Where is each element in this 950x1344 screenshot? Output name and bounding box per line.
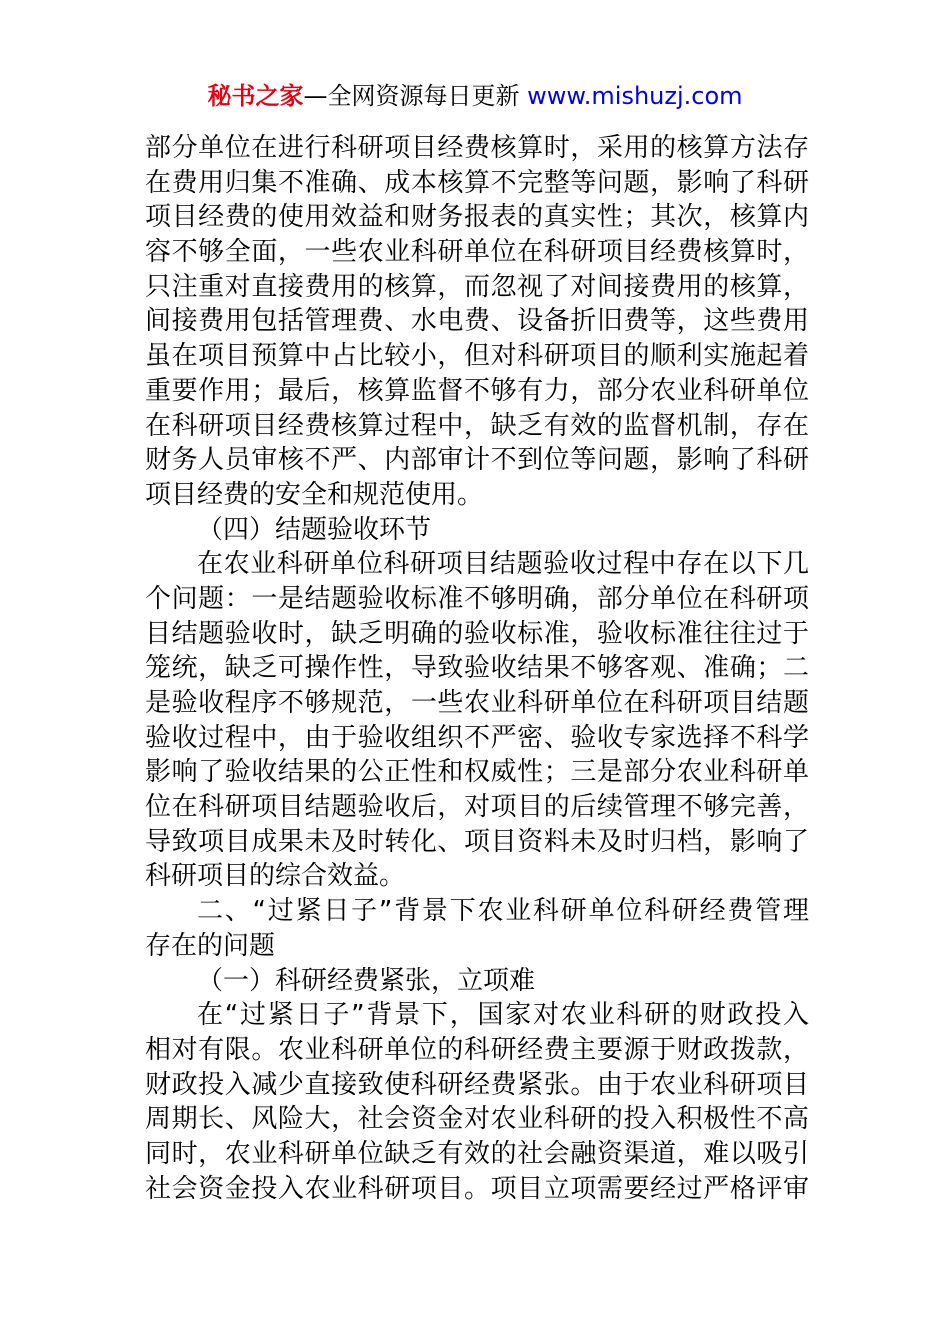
chapter-heading-continued: 存在的问题 xyxy=(145,930,276,961)
section-heading: （一）科研经费紧张，立项难 xyxy=(197,965,536,996)
text-line: 容不够全面，一些农业科研单位在科研项目经费核算时， xyxy=(145,237,809,268)
text-line: 在科研项目经费核算过程中，缺乏有效的监督机制，存在 xyxy=(145,410,809,441)
text-line: 位在科研项目结题验收后，对项目的后续管理不够完善， xyxy=(145,792,809,823)
document-body xyxy=(145,131,809,1206)
text-line: 只注重对直接费用的核算，而忽视了对间接费用的核算， xyxy=(145,271,809,302)
text-line: 相对有限。农业科研单位的科研经费主要源于财政拨款， xyxy=(145,1034,809,1065)
text-line: 虽在项目预算中占比较小，但对科研项目的顺利实施起着 xyxy=(145,341,809,372)
section-heading: （四）结题验收环节 xyxy=(197,514,432,545)
text-line: 验收过程中，由于验收组织不严密、验收专家选择不科学 xyxy=(145,722,809,753)
text-line: 项目经费的使用效益和财务报表的真实性；其次，核算内 xyxy=(145,202,809,233)
text-line: 科研项目的综合效益。 xyxy=(145,861,406,892)
text-line: 社会资金投入农业科研项目。项目立项需要经过严格评审 xyxy=(145,1173,809,1204)
text-line: 在费用归集不准确、成本核算不完整等问题，影响了科研 xyxy=(145,167,809,198)
text-line: 影响了验收结果的公正性和权威性；三是部分农业科研单 xyxy=(145,757,809,788)
text-line: 目结题验收时，缺乏明确的验收标准，验收标准往往过于 xyxy=(145,618,809,649)
text-line: 间接费用包括管理费、水电费、设备折旧费等，这些费用 xyxy=(145,306,809,337)
text-line: 是验收程序不够规范，一些农业科研单位在科研项目结题 xyxy=(145,688,809,718)
text-line: 部分单位在进行科研项目经费核算时，采用的核算方法存 xyxy=(145,133,809,163)
text-line: 同时，农业科研单位缺乏有效的社会融资渠道，难以吸引 xyxy=(145,1138,809,1169)
site-header xyxy=(0,80,950,112)
text-line: 导致项目成果未及时转化、项目资料未及时归档，影响了 xyxy=(145,826,809,857)
text-line: 项目经费的安全和规范使用。 xyxy=(145,479,484,510)
text-line: 在“过紧日子”背景下，国家对农业科研的财政投入 xyxy=(197,1000,809,1031)
site-url-link[interactable]: www.mishuzj.com xyxy=(527,82,743,110)
text-line: 重要作用；最后，核算监督不够有力，部分农业科研单位 xyxy=(145,375,809,406)
text-line: 财政投入减少直接致使科研经费紧张。由于农业科研项目 xyxy=(145,1069,809,1100)
brand-name: 秘书之家 xyxy=(207,82,304,110)
text-line: 周期长、风险大，社会资金对农业科研的投入积极性不高 xyxy=(145,1104,809,1135)
chapter-heading: 二、“过紧日子”背景下农业科研单位科研经费管理 xyxy=(197,896,809,927)
header-tagline: —全网资源每日更新 xyxy=(303,82,528,110)
text-line: 个问题：一是结题验收标准不够明确，部分单位在科研项 xyxy=(145,583,809,614)
text-line: 财务人员审核不严、内部审计不到位等问题，影响了科研 xyxy=(145,445,809,476)
text-line: 笼统，缺乏可操作性，导致验收结果不够客观、准确；二 xyxy=(145,653,809,684)
text-line: 在农业科研单位科研项目结题验收过程中存在以下几 xyxy=(197,549,809,580)
